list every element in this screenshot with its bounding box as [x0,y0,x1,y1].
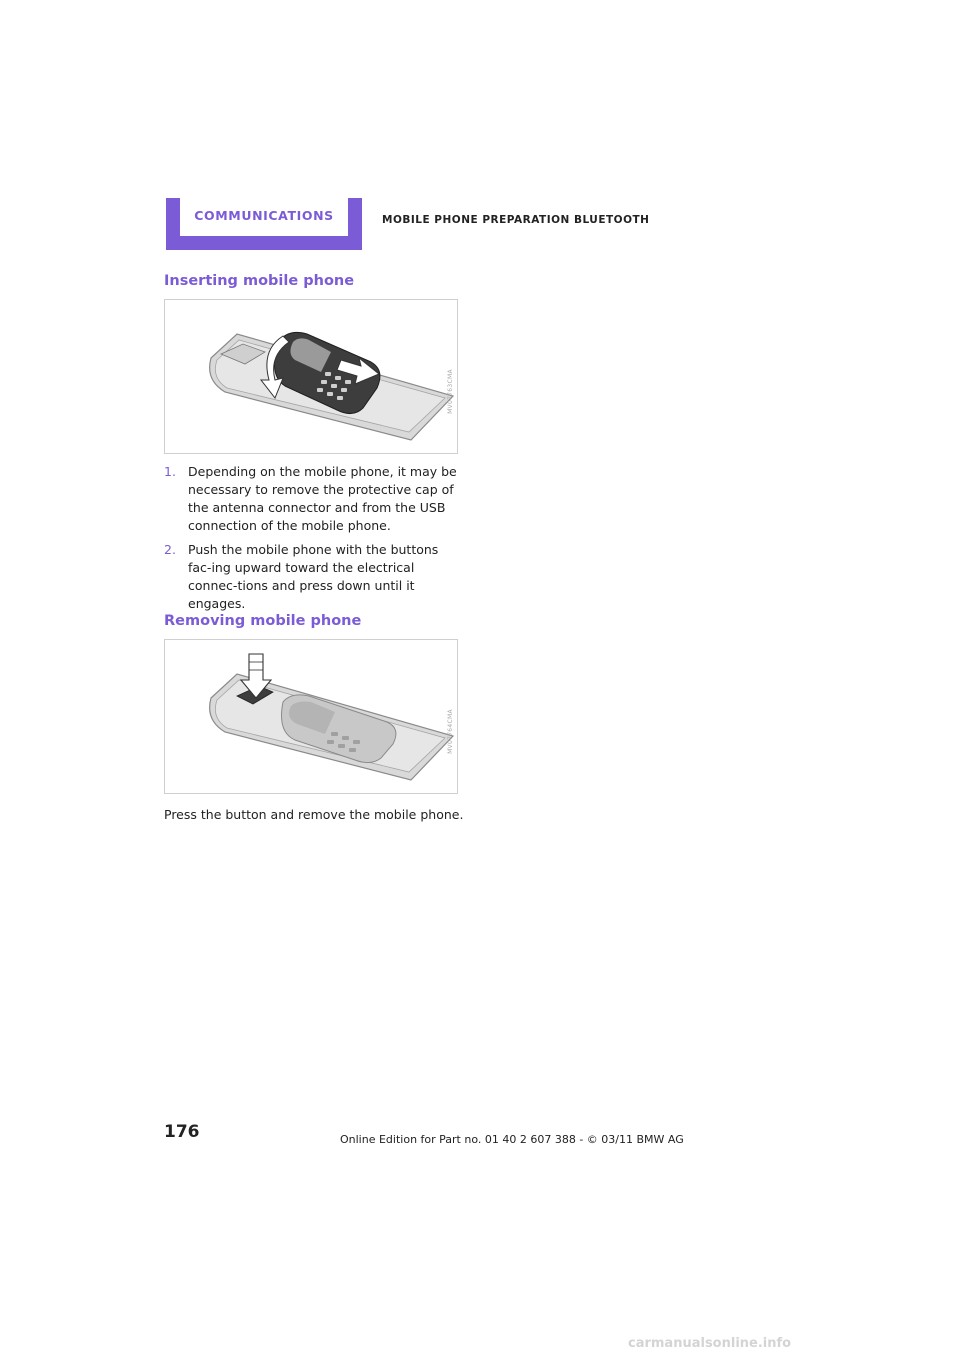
list-item [164,463,464,535]
figure-removing-phone [164,639,458,794]
phone-cradle-insert-illustration [165,300,459,455]
heading-removing-mobile-phone: Removing mobile phone [164,613,362,629]
section-tab-label-box [180,198,348,236]
running-head: MOBILE PHONE PREPARATION BLUETOOTH [382,214,650,226]
watermark: carmanualsonline.info [628,1336,792,1351]
removal-instruction: Press the button and remove the mobile phone. [164,807,464,822]
step-text: Push the mobile phone with the buttons fac-ing upward toward the electrical connec-tions and press down until it engages. [188,542,439,611]
phone-cradle-remove-illustration [165,640,459,795]
step-text: Depending on the mobile phone, it may be necessary to remove the protective cap of the antenna connector and from the USB connection of the mobile phone. [188,464,457,533]
step-number: 1. [164,464,176,479]
section-tab-label: COMMUNICATIONS [194,207,334,223]
figure-code: MV07763CMA [447,369,455,414]
figure-inserting-phone [164,299,458,454]
figure-code: MV07764CMA [447,709,455,754]
steps-list [164,463,464,619]
step-number: 2. [164,542,176,557]
heading-inserting-mobile-phone: Inserting mobile phone [164,273,355,289]
page-number: 176 [164,1122,200,1142]
footer-edition: Online Edition for Part no. 01 40 2 607 388 - © 03/11 BMW AG [340,1133,684,1146]
list-item [164,541,464,613]
